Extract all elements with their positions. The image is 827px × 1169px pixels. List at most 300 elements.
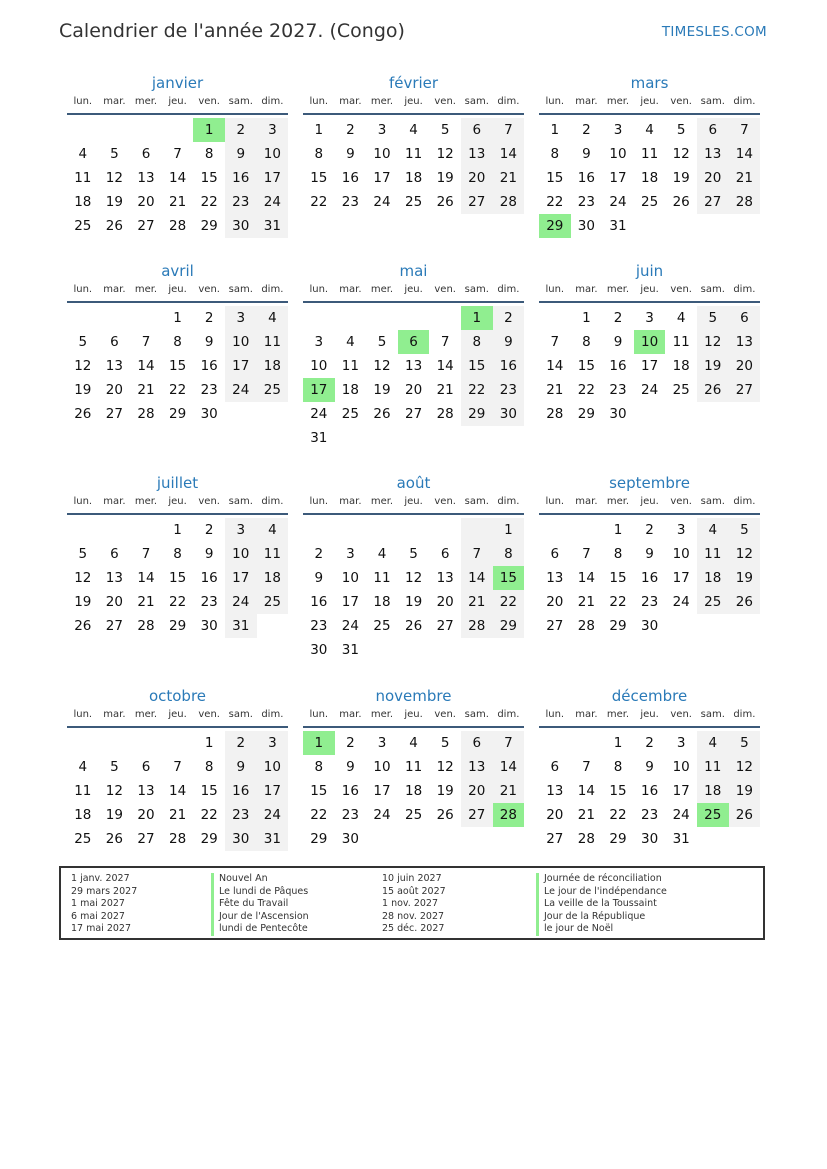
month-block (303, 261, 524, 450)
day-cell: 7 (582, 546, 591, 562)
empty-cell (366, 306, 398, 330)
day-cell: 2 (225, 118, 257, 142)
day-cell: 22 (200, 194, 218, 210)
day-cell: 21 (137, 594, 155, 610)
day-cell: 26 (729, 803, 761, 827)
day-cell: 11 (74, 783, 92, 799)
empty-cell (634, 402, 666, 426)
empty-cell (461, 426, 493, 450)
holiday-legend (59, 866, 765, 940)
empty-cell (335, 306, 367, 330)
day-cell: 29 (168, 618, 187, 634)
day-cell: 20 (137, 194, 155, 210)
weekday-label: dim. (733, 96, 756, 107)
weekday-label: mar. (103, 709, 126, 720)
header (59, 18, 767, 48)
empty-cell (366, 638, 398, 662)
day-cell: 4 (676, 310, 686, 326)
weekday-header (67, 93, 288, 115)
empty-cell (303, 518, 335, 542)
day-cell: 13 (105, 358, 123, 374)
day-cell: 11 (404, 759, 423, 775)
day-cell: 9 (225, 142, 257, 166)
empty-cell (729, 827, 761, 851)
weekday-label: sam. (464, 96, 489, 107)
weekday-label: jeu. (404, 96, 423, 107)
day-cell: 30 (225, 827, 257, 851)
day-cell: 21 (168, 807, 187, 823)
empty-cell (257, 614, 289, 638)
days-grid (539, 518, 760, 638)
holiday-day-cell: 29 (539, 214, 571, 238)
empty-cell (398, 638, 430, 662)
days-grid (67, 306, 288, 426)
empty-cell (429, 827, 461, 851)
empty-cell (429, 638, 461, 662)
weekday-label: ven. (670, 496, 692, 507)
day-cell: 22 (577, 382, 595, 398)
weekday-label: lun. (309, 96, 329, 107)
day-cell: 18 (257, 354, 289, 378)
day-cell: 22 (461, 378, 493, 402)
weekday-header (303, 493, 524, 515)
day-cell: 9 (346, 146, 355, 162)
weekday-label: mer. (134, 496, 158, 507)
day-cell: 26 (436, 807, 454, 823)
month-name: juin (635, 262, 664, 280)
day-cell: 13 (137, 783, 155, 799)
weekday-label: sam. (228, 496, 253, 507)
legend-date: 17 mai 2027 (71, 923, 132, 934)
day-cell: 14 (137, 570, 155, 586)
day-cell: 20 (461, 779, 493, 803)
day-cell: 1 (613, 735, 623, 751)
day-cell: 18 (404, 783, 423, 799)
day-cell: 27 (436, 618, 454, 634)
day-cell: 19 (436, 170, 454, 186)
weekday-label: jeu. (168, 96, 187, 107)
month-name: novembre (375, 687, 452, 705)
day-cell: 22 (168, 382, 187, 398)
weekday-label: jeu. (404, 496, 423, 507)
day-cell: 24 (373, 194, 391, 210)
day-cell: 1 (493, 518, 525, 542)
day-cell: 6 (550, 546, 560, 562)
day-cell: 16 (341, 783, 359, 799)
day-cell: 27 (729, 378, 761, 402)
day-cell: 28 (729, 190, 761, 214)
weekday-label: ven. (670, 284, 692, 295)
legend-holiday-name: Nouvel An (211, 873, 309, 886)
day-cell: 15 (609, 783, 627, 799)
day-cell: 17 (609, 170, 627, 186)
day-cell: 21 (493, 779, 525, 803)
day-cell: 11 (672, 334, 690, 350)
day-cell: 16 (310, 594, 328, 610)
day-cell: 28 (137, 406, 155, 422)
weekday-label: mar. (575, 284, 598, 295)
legend-dates-left (71, 873, 137, 936)
day-cell: 5 (78, 334, 88, 350)
day-cell: 12 (105, 170, 123, 186)
month-block (539, 686, 760, 851)
day-cell: 31 (257, 827, 289, 851)
day-cell: 8 (461, 330, 493, 354)
day-cell: 8 (550, 146, 560, 162)
month-name: octobre (148, 687, 207, 705)
day-cell: 4 (257, 306, 289, 330)
day-cell: 2 (204, 522, 214, 538)
weekday-label: lun. (545, 496, 565, 507)
weekday-label: jeu. (168, 284, 187, 295)
day-cell: 28 (137, 618, 155, 634)
day-cell: 19 (105, 807, 123, 823)
weekday-label: mar. (575, 496, 598, 507)
day-cell: 30 (341, 831, 359, 847)
empty-cell (130, 306, 162, 330)
day-cell: 15 (310, 783, 328, 799)
empty-cell (162, 731, 194, 755)
weekday-label: mer. (606, 709, 630, 720)
day-cell: 19 (74, 382, 92, 398)
legend-holiday-name: Le jour de l'indépendance (536, 886, 667, 899)
day-cell: 26 (697, 378, 729, 402)
day-cell: 18 (697, 566, 729, 590)
weekday-header (539, 706, 760, 728)
day-cell: 13 (546, 570, 564, 586)
day-cell: 20 (137, 807, 155, 823)
day-cell: 27 (546, 618, 564, 634)
day-cell: 8 (204, 146, 214, 162)
day-cell: 22 (609, 594, 627, 610)
day-cell: 23 (577, 194, 595, 210)
day-cell: 31 (257, 214, 289, 238)
day-cell: 26 (729, 590, 761, 614)
day-cell: 28 (168, 218, 187, 234)
day-cell: 23 (640, 594, 659, 610)
day-cell: 11 (257, 330, 289, 354)
day-cell: 25 (404, 194, 423, 210)
day-cell: 18 (373, 594, 391, 610)
month-block (539, 261, 760, 426)
weekday-header (67, 281, 288, 303)
empty-cell (493, 827, 525, 851)
day-cell: 19 (105, 194, 123, 210)
day-cell: 31 (609, 218, 627, 234)
day-cell: 25 (697, 590, 729, 614)
weekday-label: sam. (464, 709, 489, 720)
day-cell: 11 (373, 570, 391, 586)
day-cell: 29 (493, 614, 525, 638)
day-cell: 10 (257, 142, 289, 166)
day-cell: 5 (78, 546, 88, 562)
day-cell: 14 (168, 170, 187, 186)
day-cell: 22 (168, 594, 187, 610)
day-cell: 11 (640, 146, 659, 162)
day-cell: 11 (257, 542, 289, 566)
day-cell: 8 (173, 334, 182, 350)
holiday-day-cell: 1 (193, 118, 225, 142)
day-cell: 18 (341, 382, 359, 398)
legend-date: 1 janv. 2027 (71, 873, 130, 884)
day-cell: 7 (493, 731, 525, 755)
weekday-label: dim. (497, 496, 520, 507)
day-cell: 16 (225, 779, 257, 803)
weekday-label: mar. (339, 96, 362, 107)
holiday-day-cell: 17 (303, 378, 335, 402)
weekday-label: jeu. (404, 284, 423, 295)
weekday-label: mer. (606, 496, 630, 507)
day-cell: 13 (546, 783, 564, 799)
day-cell: 27 (137, 831, 155, 847)
day-cell: 29 (200, 831, 218, 847)
weekday-label: mar. (339, 284, 362, 295)
day-cell: 21 (168, 194, 187, 210)
weekday-header (67, 493, 288, 515)
empty-cell (67, 518, 99, 542)
day-cell: 9 (582, 146, 591, 162)
day-cell: 16 (200, 570, 218, 586)
day-cell: 24 (225, 590, 257, 614)
weekday-label: sam. (464, 496, 489, 507)
legend-holiday-name: Fête du Travail (211, 898, 309, 911)
day-cell: 30 (640, 618, 659, 634)
weekday-label: mer. (606, 284, 630, 295)
day-cell: 25 (672, 382, 690, 398)
month-block (67, 686, 288, 851)
day-cell: 29 (310, 831, 328, 847)
weekday-label: sam. (464, 284, 489, 295)
legend-holiday-name: Le lundi de Pâques (211, 886, 309, 899)
day-cell: 28 (436, 406, 454, 422)
empty-cell (398, 827, 430, 851)
day-cell: 8 (173, 546, 182, 562)
site-link[interactable]: TIMESLES.COM (661, 24, 767, 40)
day-cell: 6 (110, 546, 119, 562)
day-cell: 25 (74, 218, 92, 234)
day-cell: 5 (729, 518, 761, 542)
day-cell: 3 (676, 735, 686, 751)
day-cell: 23 (200, 594, 218, 610)
day-cell: 21 (461, 590, 493, 614)
day-cell: 24 (609, 194, 627, 210)
day-cell: 18 (74, 807, 92, 823)
day-cell: 15 (546, 170, 564, 186)
empty-cell (130, 118, 162, 142)
day-cell: 9 (204, 546, 214, 562)
day-cell: 10 (609, 146, 627, 162)
day-cell: 22 (493, 590, 525, 614)
day-cell: 10 (672, 546, 690, 562)
day-cell: 15 (577, 358, 595, 374)
day-cell: 30 (200, 618, 218, 634)
month-name: avril (161, 262, 194, 280)
month-block (303, 73, 524, 214)
day-cell: 14 (493, 755, 525, 779)
day-cell: 6 (440, 546, 450, 562)
empty-cell (335, 426, 367, 450)
day-cell: 12 (105, 783, 123, 799)
days-grid (303, 518, 524, 662)
day-cell: 7 (729, 118, 761, 142)
empty-cell (162, 118, 194, 142)
day-cell: 2 (225, 731, 257, 755)
day-cell: 3 (225, 518, 257, 542)
days-grid (539, 731, 760, 851)
day-cell: 31 (310, 430, 328, 446)
day-cell: 20 (436, 594, 454, 610)
day-cell: 10 (373, 146, 391, 162)
empty-cell (461, 638, 493, 662)
day-cell: 15 (168, 358, 187, 374)
day-cell: 24 (672, 807, 690, 823)
holiday-day-cell: 6 (398, 330, 430, 354)
day-cell: 14 (577, 783, 595, 799)
day-cell: 20 (729, 354, 761, 378)
empty-cell (67, 118, 99, 142)
weekday-label: lun. (73, 284, 93, 295)
legend-date: 29 mars 2027 (71, 885, 138, 897)
month-name: mai (399, 262, 428, 280)
day-cell: 19 (404, 594, 423, 610)
day-cell: 17 (373, 170, 391, 186)
weekday-label: dim. (261, 284, 284, 295)
day-cell: 17 (341, 594, 359, 610)
day-cell: 2 (314, 546, 324, 562)
day-cell: 6 (110, 334, 119, 350)
weekday-label: jeu. (168, 709, 187, 720)
day-cell: 3 (377, 122, 387, 138)
weekday-label: jeu. (640, 709, 659, 720)
month-name: décembre (611, 687, 688, 705)
weekday-label: ven. (434, 709, 456, 720)
month-block (67, 261, 288, 426)
day-cell: 27 (697, 190, 729, 214)
day-cell: 19 (436, 783, 454, 799)
legend-holiday-name: La veille de la Toussaint (536, 898, 667, 911)
day-cell: 12 (436, 146, 454, 162)
weekday-label: sam. (228, 284, 253, 295)
weekday-label: lun. (73, 96, 93, 107)
day-cell: 31 (672, 831, 690, 847)
weekday-label: mer. (370, 709, 394, 720)
day-cell: 17 (225, 354, 257, 378)
day-cell: 9 (225, 755, 257, 779)
month-name: février (388, 74, 439, 92)
day-cell: 20 (546, 807, 564, 823)
empty-cell (493, 426, 525, 450)
day-cell: 9 (346, 759, 355, 775)
weekday-label: ven. (434, 96, 456, 107)
weekday-label: lun. (73, 709, 93, 720)
day-cell: 26 (105, 218, 123, 234)
day-cell: 4 (409, 735, 418, 751)
day-cell: 2 (346, 735, 355, 751)
weekday-label: mer. (370, 496, 394, 507)
day-cell: 19 (672, 170, 690, 186)
empty-cell (366, 426, 398, 450)
day-cell: 30 (640, 831, 659, 847)
day-cell: 5 (440, 122, 450, 138)
empty-cell (130, 731, 162, 755)
weekday-label: jeu. (640, 496, 659, 507)
empty-cell (257, 402, 289, 426)
empty-cell (729, 614, 761, 638)
empty-cell (429, 518, 461, 542)
day-cell: 24 (373, 807, 391, 823)
page-title: Calendrier de l'année 2027. (Congo) (59, 20, 405, 42)
day-cell: 12 (373, 358, 391, 374)
day-cell: 26 (74, 406, 92, 422)
day-cell: 30 (493, 402, 525, 426)
weekday-label: ven. (198, 709, 220, 720)
weekday-label: sam. (228, 709, 253, 720)
month-name: mars (630, 74, 669, 92)
day-cell: 7 (493, 118, 525, 142)
weekday-label: mer. (370, 284, 394, 295)
empty-cell (697, 402, 729, 426)
day-cell: 1 (550, 122, 560, 138)
day-cell: 20 (461, 166, 493, 190)
day-cell: 3 (613, 122, 623, 138)
weekday-label: mer. (134, 709, 158, 720)
day-cell: 7 (582, 759, 591, 775)
day-cell: 20 (546, 594, 564, 610)
weekday-label: dim. (733, 709, 756, 720)
day-cell: 20 (404, 382, 423, 398)
day-cell: 9 (645, 759, 654, 775)
day-cell: 2 (204, 310, 214, 326)
day-cell: 17 (257, 779, 289, 803)
day-cell: 13 (137, 170, 155, 186)
weekday-label: mer. (370, 96, 394, 107)
day-cell: 4 (257, 518, 289, 542)
day-cell: 10 (225, 542, 257, 566)
day-cell: 3 (645, 310, 654, 326)
day-cell: 15 (168, 570, 187, 586)
day-cell: 17 (257, 166, 289, 190)
day-cell: 10 (257, 755, 289, 779)
day-cell: 24 (257, 190, 289, 214)
day-cell: 20 (105, 382, 123, 398)
day-cell: 11 (697, 755, 729, 779)
empty-cell (539, 731, 571, 755)
day-cell: 14 (168, 783, 187, 799)
days-grid (303, 118, 524, 214)
day-cell: 19 (729, 779, 761, 803)
day-cell: 7 (550, 334, 560, 350)
day-cell: 31 (225, 614, 257, 638)
empty-cell (697, 827, 729, 851)
legend-names-right (536, 873, 667, 936)
empty-cell (225, 402, 257, 426)
day-cell: 28 (493, 190, 525, 214)
day-cell: 27 (404, 406, 423, 422)
weekday-label: lun. (309, 709, 329, 720)
empty-cell (665, 214, 697, 238)
weekday-header (539, 493, 760, 515)
day-cell: 12 (729, 542, 761, 566)
day-cell: 27 (105, 618, 123, 634)
day-cell: 11 (697, 542, 729, 566)
month-name: janvier (151, 74, 204, 92)
day-cell: 10 (672, 759, 690, 775)
day-cell: 3 (314, 334, 324, 350)
day-cell: 6 (697, 118, 729, 142)
empty-cell (461, 518, 493, 542)
day-cell: 10 (373, 759, 391, 775)
day-cell: 19 (729, 566, 761, 590)
